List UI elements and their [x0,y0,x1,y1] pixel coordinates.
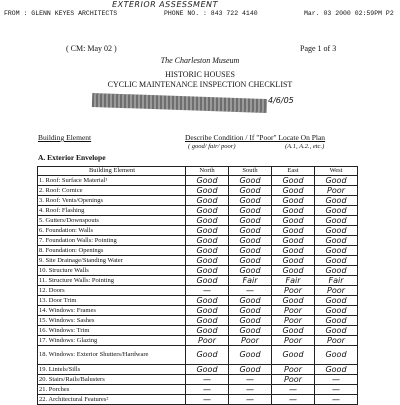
table-row [38,186,358,196]
table-row [38,306,358,316]
west-condition: Good [315,306,358,316]
north-condition: Good [186,246,229,256]
south-condition: Good [229,326,272,336]
table-row [38,346,358,365]
south-condition: Good [229,226,272,236]
inspection-table [37,166,358,405]
west-condition: Good [315,236,358,246]
north-condition: Good [186,276,229,286]
south-condition: Good [229,186,272,196]
form-code: ( CM: May 02 ) [66,44,117,53]
east-condition: Good [272,346,315,365]
south-condition: Fair [229,276,272,286]
table-row [38,256,358,266]
doc-title-1: HISTORIC HOUSES [165,70,235,79]
row-label: 11. Structure Walls: Pointing [38,276,186,286]
west-condition: Poor [315,186,358,196]
handwritten-top-note: EXTERIOR ASSESSMENT [111,0,219,9]
east-condition: Good [272,236,315,246]
header-south: South [229,167,272,176]
table-row [38,385,358,395]
north-condition: Good [186,256,229,266]
north-condition: Good [186,266,229,276]
west-condition: Good [315,196,358,206]
north-condition: Good [186,206,229,216]
west-condition: Good [315,256,358,266]
north-condition: Good [186,365,229,375]
row-label: 4. Roof: Flashing [38,206,186,216]
column-header-element: Building Element [38,133,92,142]
east-condition: Good [272,296,315,306]
west-condition: Good [315,346,358,365]
north-condition: Good [186,326,229,336]
row-label: 10. Structure Walls [38,266,186,276]
row-label: 18. Windows: Exterior Shutters/Hardware [38,346,186,365]
north-condition: Good [186,216,229,226]
west-condition: — [315,395,358,405]
page-number: Page 1 of 3 [300,44,337,53]
west-condition: Poor [315,336,358,346]
south-condition: Good [229,196,272,206]
west-condition: Good [315,266,358,276]
header-building-element: Building Element [38,167,186,176]
east-condition: Good [272,256,315,266]
south-condition: Good [229,176,272,186]
south-condition: Good [229,346,272,365]
east-condition: Poor [272,286,315,296]
row-label: 17. Windows: Glazing [38,336,186,346]
east-condition: Poor [272,316,315,326]
location-note: (A.1, A.2., etc.) [285,143,325,150]
table-row [38,216,358,226]
south-condition: Good [229,246,272,256]
table-row [38,296,358,306]
west-condition: Good [315,365,358,375]
south-condition: Good [229,216,272,226]
west-condition: Good [315,326,358,336]
header-north: North [186,167,229,176]
row-label: 20. Stairs/Rails/Balusters [38,375,186,385]
east-condition: Poor [272,365,315,375]
fax-phone: PHONE NO. : 843 722 4140 [164,10,258,17]
west-condition: Good [315,296,358,306]
row-label: 21. Porches [38,385,186,395]
east-condition: Fair [272,276,315,286]
south-condition: Good [229,266,272,276]
north-condition: Good [186,226,229,236]
west-condition: Fair [315,276,358,286]
south-condition: Good [229,206,272,216]
east-condition: Good [272,266,315,276]
north-condition: Good [186,176,229,186]
redacted-handwriting [92,93,267,113]
table-row [38,196,358,206]
east-condition: Poor [272,336,315,346]
west-condition: — [315,385,358,395]
north-condition: — [186,395,229,405]
south-condition: Good [229,256,272,266]
table-row [38,206,358,216]
table-row [38,336,358,346]
table-row [38,176,358,186]
east-condition: Good [272,196,315,206]
north-condition: Good [186,186,229,196]
row-label: 2. Roof: Cornice [38,186,186,196]
north-condition: — [186,286,229,296]
south-condition: — [229,375,272,385]
south-condition: — [229,385,272,395]
row-label: 3. Roof: Vents/Openings [38,196,186,206]
row-label: 5. Gutters/Downspouts [38,216,186,226]
east-condition: Good [272,186,315,196]
west-condition: Good [315,246,358,256]
museum-name: The Charleston Museum [160,56,240,65]
north-condition: Good [186,196,229,206]
table-row [38,375,358,385]
fax-datetime: Mar. 03 2000 02:59PM P2 [304,10,394,17]
north-condition: Good [186,346,229,365]
east-condition: Good [272,216,315,226]
south-condition: Good [229,236,272,246]
south-condition: Good [229,316,272,326]
table-row [38,365,358,375]
row-label: 6. Foundation: Walls [38,226,186,236]
east-condition: Good [272,226,315,236]
doc-title-2: CYCLIC MAINTENANCE INSPECTION CHECKLIST [107,80,293,89]
row-label: 7. Foundation Walls: Pointing [38,236,186,246]
west-condition: Good [315,206,358,216]
north-condition: Poor [186,336,229,346]
east-condition: Poor [272,375,315,385]
table-row [38,246,358,256]
east-condition: — [272,395,315,405]
row-label: 1. Roof: Surface Material¹ [38,176,186,186]
north-condition: Good [186,296,229,306]
table-header-row [38,167,358,176]
south-condition: Good [229,365,272,375]
table-row [38,286,358,296]
table-row [38,316,358,326]
south-condition: Good [229,306,272,316]
row-label: 15. Windows: Sashes [38,316,186,326]
row-label: 14. Windows: Frames [38,306,186,316]
west-condition: Good [315,316,358,326]
row-label: 13. Door Trim [38,296,186,306]
fax-from: FROM : GLENN KEYES ARCHITECTS [4,10,118,17]
west-condition: Good [315,176,358,186]
west-condition: Poor [315,286,358,296]
handwritten-date: 4/6/05 [268,96,294,105]
condition-scale-note: ( good/ fair/ poor) [188,143,236,150]
north-condition: — [186,375,229,385]
north-condition: Good [186,236,229,246]
north-condition: — [186,385,229,395]
north-condition: Good [186,306,229,316]
south-condition: — [229,395,272,405]
east-condition: Good [272,206,315,216]
west-condition: — [315,375,358,385]
table-row [38,276,358,286]
table-row [38,266,358,276]
east-condition: Good [272,246,315,256]
east-condition: Good [272,326,315,336]
section-heading: A. Exterior Envelope [38,153,106,162]
south-condition: Good [229,296,272,306]
row-label: 9. Site Drainage/Standing Water [38,256,186,266]
east-condition: Poor [272,306,315,316]
row-label: 16. Windows: Trim [38,326,186,336]
row-label: 19. Lintels/Sills [38,365,186,375]
row-label: 8. Foundation: Openings [38,246,186,256]
table-row [38,226,358,236]
east-condition: — [272,385,315,395]
south-condition: Poor [229,336,272,346]
east-condition: Good [272,176,315,186]
table-row [38,236,358,246]
table-row [38,326,358,336]
west-condition: Good [315,226,358,236]
south-condition: — [229,286,272,296]
column-header-condition: Describe Condition / If "Poor" Locate On Plan [185,133,326,142]
north-condition: Good [186,316,229,326]
header-east: East [272,167,315,176]
row-label: 22. Architectural Features² [38,395,186,405]
header-west: West [315,167,358,176]
west-condition: Good [315,216,358,226]
row-label: 12. Doors [38,286,186,296]
